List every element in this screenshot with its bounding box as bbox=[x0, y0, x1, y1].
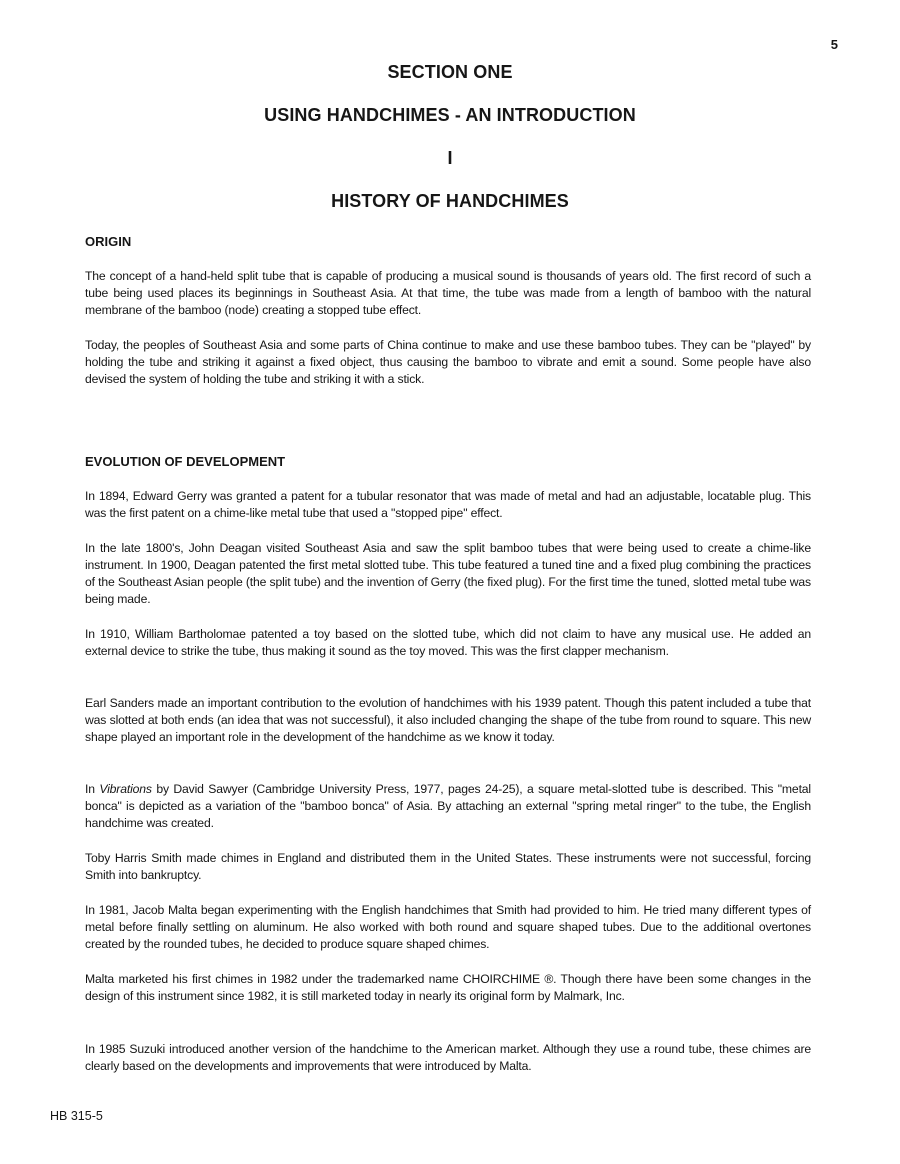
section-heading: SECTION ONE bbox=[387, 62, 513, 82]
citation-rest: by David Sawyer (Cambridge University Press, 1977, pages 24-25), a square metal-slotted tube is described. This "metal bonca" is depicted as a variation of the "bamboo bonca" of Asia. By attaching an external "spring metal ringer" to the tube, the English handchime was created. bbox=[85, 782, 811, 830]
evolution-paragraph-8: Malta marketed his first chimes in 1982 under the trademarked name CHOIRCHIME ®. Though there have been some changes in the design of this instrument since 1982, it is still marketed today in nearly its original form by Malmark, Inc. bbox=[85, 972, 811, 1003]
footer-code: HB 315-5 bbox=[50, 1109, 103, 1123]
evolution-paragraph-6: Toby Harris Smith made chimes in England and distributed them in the United States. These instruments were not successful, forcing Smith into bankruptcy. bbox=[85, 851, 811, 882]
origin-paragraph-1: The concept of a hand-held split tube that is capable of producing a musical sound is thousands of years old. The first record of such a tube being used places its beginnings in Southeast Asia. At that time, the tube was made from a length of bamboo with the natural membrane of the bamboo (node) creating a stopped tube effect. bbox=[85, 269, 811, 317]
evolution-paragraph-3: In 1910, William Bartholomae patented a toy based on the slotted tube, which did not claim to have any musical use. He added an external device to strike the tube, thus making it sound as the toy moved. This was the first clapper mechanism. bbox=[85, 627, 811, 658]
evolution-paragraph-2: In the late 1800's, John Deagan visited Southeast Asia and saw the split bamboo tubes that were being used to create a chime-like instrument. In 1900, Deagan patented the first metal slotted tube. This tube featured a tuned tine and a fixed plug combining the practices of the Southeast Asian people (the split tube) and the invention of Gerry (the fixed plug). For the first time the tuned, slotted metal tube was being made. bbox=[85, 541, 811, 606]
book-title: Vibrations bbox=[99, 782, 152, 796]
origin-paragraph-2: Today, the peoples of Southeast Asia and some parts of China continue to make and use these bamboo tubes. They can be "played" by holding the tube and striking it against a fixed object, thus causing the bamboo to vibrate and emit a sound. Some people have also devised the system of holding the tube and striking it with a stick. bbox=[85, 338, 811, 386]
evolution-paragraph-4: Earl Sanders made an important contribution to the evolution of handchimes with his 1939 patent. Though this patent included a tube that was slotted at both ends (an idea that was not successful), it also included changing the shape of the tube from round to square. This new shape played an important role in the development of the handchime as we know it today. bbox=[85, 696, 811, 744]
roman-numeral-heading: I bbox=[447, 148, 453, 168]
evolution-paragraph-9: In 1985 Suzuki introduced another version of the handchime to the American market. Although they use a round tube, these chimes are clearly based on the developments and improvements that were introduced by Malta. bbox=[85, 1042, 811, 1073]
citation-lead: In bbox=[85, 782, 100, 796]
evolution-paragraph-1: In 1894, Edward Gerry was granted a patent for a tubular resonator that was made of metal and had an adjustable, locatable plug. This was the first patent on a chime-like metal tube that used a "stopped pipe" effect. bbox=[85, 489, 811, 520]
page-number: 5 bbox=[830, 37, 838, 52]
evolution-paragraph-7: In 1981, Jacob Malta began experimenting with the English handchimes that Smith had provided to him. He tried many different types of metal before finally settling on aluminum. He also worked with both round and square shaped tubes. Due to the additional overtones created by the rounded tubes, he decided to produce square shaped chimes. bbox=[85, 903, 811, 951]
evolution-heading: EVOLUTION OF DEVELOPMENT bbox=[85, 454, 286, 469]
evolution-paragraph-5 bbox=[85, 781, 811, 832]
origin-heading: ORIGIN bbox=[85, 234, 132, 249]
chapter-heading: HISTORY OF HANDCHIMES bbox=[331, 191, 569, 211]
title-heading: USING HANDCHIMES - AN INTRODUCTION bbox=[264, 105, 636, 125]
